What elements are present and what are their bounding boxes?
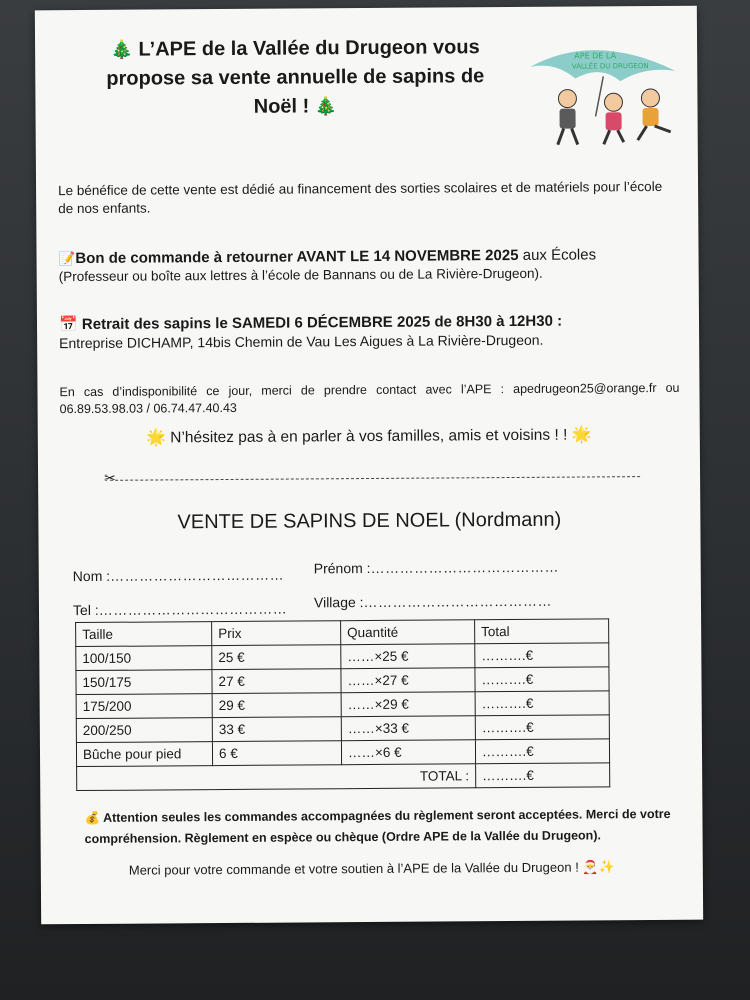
table-total-row — [77, 763, 610, 791]
money-bag-icon: 💰 — [84, 810, 101, 825]
order-deadline-suffix: aux Écoles — [518, 246, 597, 264]
prenom-label: Prénom : — [313, 559, 371, 577]
cell-total[interactable]: ……….€ — [475, 691, 609, 716]
cut-line — [110, 476, 640, 481]
prenom-dots: ………………………………… — [370, 558, 560, 576]
thank-you — [41, 858, 703, 881]
cell-total[interactable]: ……….€ — [475, 715, 609, 740]
cell-prix: 29 € — [212, 693, 341, 718]
order-table — [75, 618, 610, 791]
tel-field[interactable] — [73, 601, 287, 618]
logo-text-2: VALLÉE DU DRUGEON — [571, 62, 649, 71]
cell-prix: 25 € — [212, 645, 341, 670]
pickup-main: Retrait des sapins le SAMEDI 6 DÉCEMBRE 2025 de 8H30 à 12H30 : — [81, 312, 563, 334]
village-field[interactable] — [314, 593, 552, 611]
ape-logo — [525, 36, 681, 157]
village-label: Village : — [313, 594, 364, 611]
memo-icon: 📝 — [58, 251, 76, 267]
order-deadline-main: Bon de commande à retourner AVANT LE 14 NOVEMBRE 2025 — [75, 246, 519, 268]
logo-text-1: APE DE LA — [574, 51, 617, 61]
share-message — [38, 426, 700, 449]
sun-icon: 🌟 — [571, 426, 592, 444]
cell-prix: 27 € — [212, 669, 341, 694]
tel-label: Tel : — [72, 601, 99, 619]
share-text: N’hésitez pas à en parler à vos familles, amis et voisins ! ! — [170, 426, 568, 447]
order-deadline — [58, 246, 678, 286]
thank-you-text: Merci pour votre commande et votre soutien à l’APE de la Vallée du Drugeon ! — [128, 859, 579, 878]
cell-quantite[interactable]: ……×27 € — [341, 668, 475, 693]
form-title: VENTE DE SAPINS DE NOEL (Nordmann) — [177, 508, 562, 534]
cell-quantite[interactable]: ……×25 € — [341, 644, 475, 669]
cell-total[interactable]: ……….€ — [475, 643, 609, 668]
cell-taille: 150/175 — [76, 670, 212, 695]
intro-text: Le bénéfice de cette vente est dédié au financement des sorties scolaires et de matériels pour l’école de nos enfants. — [58, 178, 663, 217]
nom-dots: ……………………………… — [110, 566, 285, 584]
header-taille: Taille — [76, 622, 212, 647]
pickup-info — [59, 312, 679, 352]
pickup-sub: Entreprise DICHAMP, 14bis Chemin de Vau Les Aigues à La Rivière-Drugeon. — [59, 331, 544, 352]
cell-taille: 200/250 — [76, 718, 212, 743]
header-total: Total — [475, 619, 609, 644]
cell-taille: Bûche pour pied — [76, 742, 212, 767]
prenom-field[interactable] — [314, 559, 559, 577]
scissors-icon: ✂ — [104, 469, 116, 486]
header-quantite: Quantité — [341, 620, 475, 645]
cell-total[interactable]: ……….€ — [475, 739, 609, 764]
flyer-sheet — [35, 6, 703, 925]
christmas-tree-icon: 🎄 — [314, 96, 338, 117]
flyer-title — [75, 33, 516, 123]
village-dots: ………………………………… — [363, 592, 553, 611]
nom-label: Nom : — [72, 567, 111, 585]
santa-sparkles-icon: 🎅✨ — [582, 859, 615, 875]
title-line-3: Noël ! — [253, 95, 310, 118]
cell-quantite[interactable]: ……×6 € — [341, 740, 475, 765]
title-line-2: propose sa vente annuelle de sapins de — [106, 65, 485, 90]
cell-prix: 6 € — [212, 741, 341, 766]
cell-taille: 175/200 — [76, 694, 212, 719]
total-value[interactable]: ……….€ — [476, 763, 610, 788]
cell-prix: 33 € — [212, 717, 341, 742]
nom-field[interactable] — [73, 567, 284, 584]
tel-dots: ………………………………… — [98, 600, 288, 618]
sun-icon: 🌟 — [145, 429, 166, 447]
warning-text: Attention seules les commandes accompagnées du règlement seront acceptées. Merci de votre compréhension. Règlement en espèce ou chèque (Ordre APE de la Vallée du Drugeon). — [84, 806, 671, 846]
cell-quantite[interactable]: ……×33 € — [341, 716, 475, 741]
title-line-1: L’APE de la Vallée du Drugeon vous — [138, 36, 480, 61]
contact-info: En cas d’indisponibilité ce jour, merci de prendre contact avec l’APE : apedrugeon25@orange.fr ou 06.89.53.98.03 / 06.74.47.40.43 — [59, 380, 680, 417]
total-label: TOTAL : — [77, 764, 476, 791]
cell-quantite[interactable]: ……×29 € — [341, 692, 475, 717]
cell-taille: 100/150 — [76, 646, 212, 671]
payment-warning — [84, 804, 699, 850]
cell-total[interactable]: ……….€ — [475, 667, 609, 692]
calendar-icon: 📅 — [58, 316, 78, 334]
header-prix: Prix — [212, 621, 341, 646]
christmas-tree-icon: 🎄 — [110, 39, 133, 60]
order-deadline-sub: (Professeur ou boîte aux lettres à l’école de Bannans ou de La Rivière-Drugeon). — [58, 265, 543, 285]
